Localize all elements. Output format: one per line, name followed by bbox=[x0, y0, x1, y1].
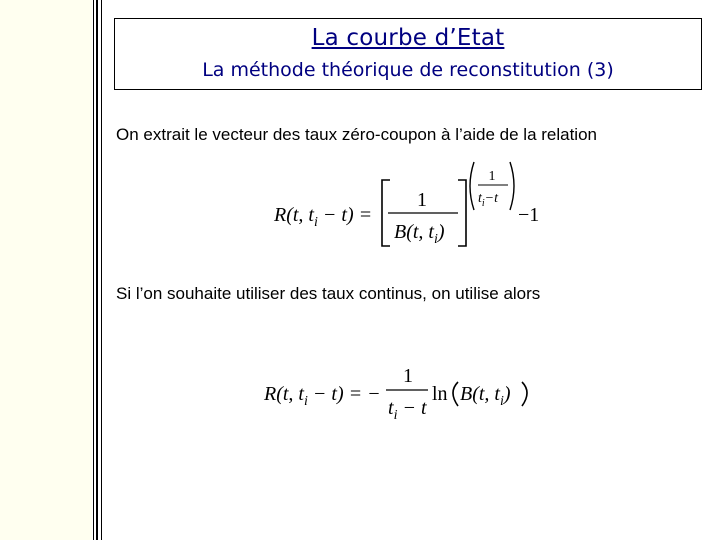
formula-2-numerator: 1 bbox=[403, 365, 413, 387]
paragraph-relation: On extrait le vecteur des taux zéro-coupon à l’aide de la relation bbox=[116, 125, 597, 144]
formula-1-denominator: B(t, t bbox=[394, 221, 434, 243]
formula-2-denominator-rest: − t bbox=[397, 397, 427, 419]
formula-1-numerator: 1 bbox=[417, 189, 427, 211]
formula-1-denominator-sub: i bbox=[434, 232, 438, 247]
formula-1-exp-numerator: 1 bbox=[488, 169, 496, 184]
formula-1-exp-denominator-sub: i bbox=[481, 198, 485, 209]
ln-left-paren bbox=[453, 382, 458, 406]
formula-2-ln: ln bbox=[432, 383, 448, 405]
margin-rule bbox=[96, 0, 98, 540]
exponent-left-paren bbox=[470, 162, 474, 210]
formula-2-arg-close: ) bbox=[503, 383, 511, 405]
formula-1-denominator-close: ) bbox=[437, 221, 445, 243]
formula-2-arg-sub: i bbox=[500, 394, 504, 409]
svg-text:B(t, ti) bbox=[394, 221, 445, 247]
formula-2-lhs-sub: i bbox=[304, 394, 308, 409]
title-box bbox=[114, 18, 702, 90]
formula-1-lhs-sub: i bbox=[314, 215, 318, 230]
slide-title: La courbe d’Etat bbox=[311, 25, 505, 51]
formula-1-tail: −1 bbox=[518, 204, 540, 226]
formula-2-denominator-sub: i bbox=[393, 408, 398, 423]
margin-rule bbox=[101, 0, 102, 540]
formula-1-exp-denominator-rest: −t bbox=[484, 191, 499, 206]
margin-rule bbox=[93, 0, 94, 540]
svg-text:ti−t bbox=[478, 191, 499, 209]
formula-1-exp-denominator: t bbox=[478, 191, 482, 206]
formula-2-lhs-rest: − t) = − bbox=[307, 383, 381, 405]
formula-1-lhs-rest: − t) = bbox=[317, 204, 373, 226]
formula-2-denominator: t bbox=[388, 397, 394, 419]
svg-text:B(t, ti) bbox=[460, 383, 511, 409]
slide-subtitle: La méthode théorique de reconstitution (3) bbox=[202, 59, 614, 81]
formula-2-lhs: R(t, t bbox=[264, 383, 304, 405]
svg-text:R(t, ti − t) = − bbox=[263, 383, 381, 409]
right-bracket bbox=[458, 180, 466, 246]
formula-zero-coupon bbox=[268, 158, 558, 252]
exponent-right-paren bbox=[510, 162, 514, 210]
svg-text:R(t, ti − t) = bbox=[273, 204, 372, 230]
paragraph-continuous: Si l’on souhaite utiliser des taux continus, on utilise alors bbox=[116, 284, 541, 303]
svg-text:ti − t bbox=[388, 397, 427, 423]
formula-2-arg: B(t, t bbox=[460, 383, 500, 405]
left-margin-band bbox=[0, 0, 92, 540]
ln-right-paren bbox=[522, 382, 527, 406]
formula-1-lhs: R(t, t bbox=[274, 204, 314, 226]
formula-continuous bbox=[258, 360, 548, 426]
